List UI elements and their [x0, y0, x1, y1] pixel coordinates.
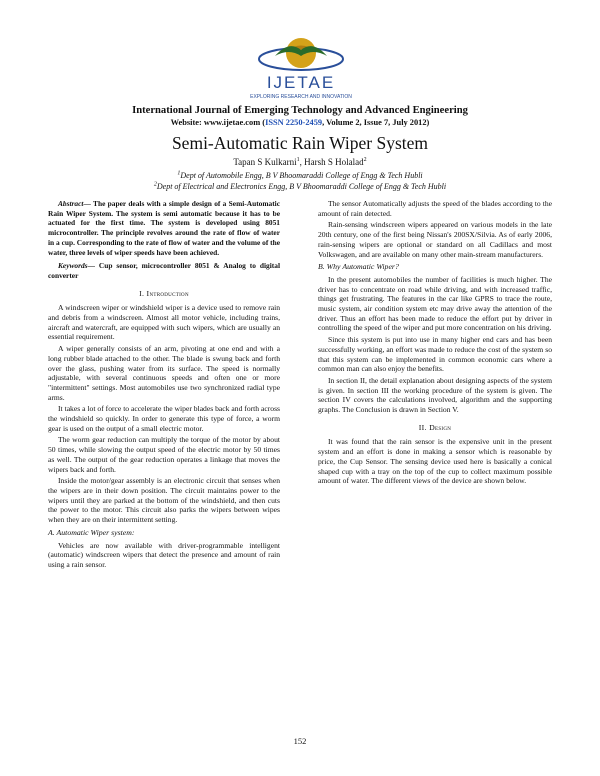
right-paragraph-4: Since this system is put into use in many higher end cars and has been successfully working, an effort was made to reduce the cost of the system so that this system can be implemented in common economic cars where a common man can also enjoy the benefits. [318, 335, 552, 374]
journal-website [0, 117, 600, 128]
author-2-sup: 2 [363, 157, 367, 163]
right-paragraph-1: The sensor Automatically adjusts the speed of the blades according to the amount of rain detected. [318, 199, 552, 218]
paper-authors [0, 156, 600, 168]
affiliation-1-sup: 1 [177, 170, 181, 177]
logo-tagline: EXPLORING RESEARCH AND INNOVATION [250, 94, 352, 100]
right-paragraph-2: Rain-sensing windscreen wipers appeared on various models in the late 20th century, one of the first being Nissan's 200SX/Silvia. As of early 2006, rain-sensing wipers are optional or standard on all Cadillacs and most Volkswagen, and are available on many other main-stream manufacturers. [318, 220, 552, 259]
paper-title: Semi-Automatic Rain Wiper System [171, 133, 429, 153]
intro-paragraph-3: It takes a lot of force to accelerate the wiper blades back and forth across the windshield so quickly. In order to generate this type of force, a worm gear is used on the output of a small electric motor. [48, 404, 280, 433]
abstract-text: The paper deals with a simple design of a Semi-Automatic Rain Wiper System. The system is semi automatic because it has to be actuated for the first time. The system is developed using 8051 microcontroller. The principle revolves around the rate of flow of water in a cup. Corresponding to the rate of flow of water and the volume of the water, three levels of wiper speeds have been achieved. [48, 199, 280, 257]
logo-wordmark: IJETAE [266, 73, 336, 92]
section-2-number: II. [418, 422, 427, 432]
keywords-text: Cup sensor, microcontroller 8051 & Analog to digital converter [48, 261, 280, 280]
author-1-sup: 1 [296, 157, 300, 163]
subsection-a-paragraph: Vehicles are now available with driver-programmable intelligent (automatic) windscreen wipers that detect the presence and amount of rain using a rain sensor. [48, 540, 280, 569]
keywords [48, 261, 280, 280]
abstract-label: Abstract— [58, 199, 91, 208]
left-column [48, 199, 280, 572]
keywords-label: Keywords— [58, 261, 95, 271]
subsection-b-heading: B. Why Automatic Wiper? [318, 262, 399, 272]
subsection-a-heading: A. Automatic Wiper system: [48, 527, 135, 537]
section-2-heading [318, 423, 552, 433]
intro-paragraph-5: Inside the motor/gear assembly is an electronic circuit that senses when the wipers are in their down position. The circuit maintains power to the wipers until they are parked at the bottom of the windshield, and then cuts the power to the motor. This circuit also parks the wipers between wipes when they are on their intermittent setting. [48, 476, 280, 525]
section-2-title: Design [429, 422, 452, 432]
affiliation-1-text: Dept of Automobile Engg, B V Bhoomaraddi College of Engg & Tech Hubli [180, 171, 423, 180]
section-1-number: I. [139, 288, 145, 298]
affiliation-2-sup: 2 [153, 181, 157, 188]
website-suffix: , Volume 2, Issue 7, July 2012) [322, 118, 430, 127]
page-number: 152 [293, 736, 307, 746]
intro-paragraph-1: A windscreen wiper or windshield wiper is a device used to remove rain and debris from a windscreen. Almost all motor vehicle, including trains, aircraft and watercraft, are equipped with such wipers, which are usually an essential requirement. [48, 303, 280, 342]
section-1-heading [48, 289, 280, 299]
issn-link[interactable]: ISSN 2250-2459 [265, 118, 323, 127]
abstract [48, 199, 280, 257]
right-paragraph-5: In section II, the detail explanation about designing aspects of the system is given. In section III the working procedure of the system is given. The section IV covers the calculations involved, algorithm and the supporting graphs. The Conclusion is drawn in Section V. [318, 375, 552, 415]
journal-name: International Journal of Emerging Technology and Advanced Engineering [132, 105, 468, 116]
section-1-title: Introduction [146, 288, 189, 298]
website-prefix: Website: www.ijetae.com ( [170, 118, 266, 127]
right-paragraph-3: In the present automobiles the number of facilities is much higher. The driver has to concentrate on road while driving, and with increased traffic, things get frustrating. The features in the car like GPRS to trace the route, music system, air condition system etc may drive away the attention of the driver. Thus an effort has been made to reduce the effort put by driver in controlling the speed of the wiper and put more concentration on his driving. [318, 274, 552, 333]
right-column [318, 199, 552, 488]
intro-paragraph-4: The worm gear reduction can multiply the torque of the motor by about 50 times, while slowing the output speed of the electric motor by 50 times as well. The output of the gear reduction operates a linkage that moves the wipers back and forth. [48, 435, 280, 474]
journal-logo [245, 26, 357, 104]
affiliation-2 [0, 181, 600, 192]
intro-paragraph-2: A wiper generally consists of an arm, pivoting at one end and with a long rubber blade attached to the other. The blade is swung back and forth over the glass, pushing water from its surface. The speed is normally adjustable, with several continuous speeds and often one or more "intermittent" settings. Most automobiles use two synchronized radial type arms. [48, 344, 280, 402]
affiliation-1 [0, 170, 600, 181]
affiliation-2-text: Dept of Electrical and Electronics Engg, B V Bhoomaraddi College of Engg & Tech Hubli [156, 182, 447, 191]
author-separator: , [299, 157, 305, 167]
design-paragraph: It was found that the rain sensor is the expensive unit in the present system and an effort is done in making a sensor which is reasonable by price, the Cup Sensor. The sensing device used here is basically a conical shaped cup with a tray on the top of the cup to collect maximum possible amount of water. The different views of the device are shown below. [318, 437, 552, 486]
author-1: Tapan S Kulkarni [233, 157, 297, 167]
author-2: Harsh S Holalad [304, 157, 364, 167]
